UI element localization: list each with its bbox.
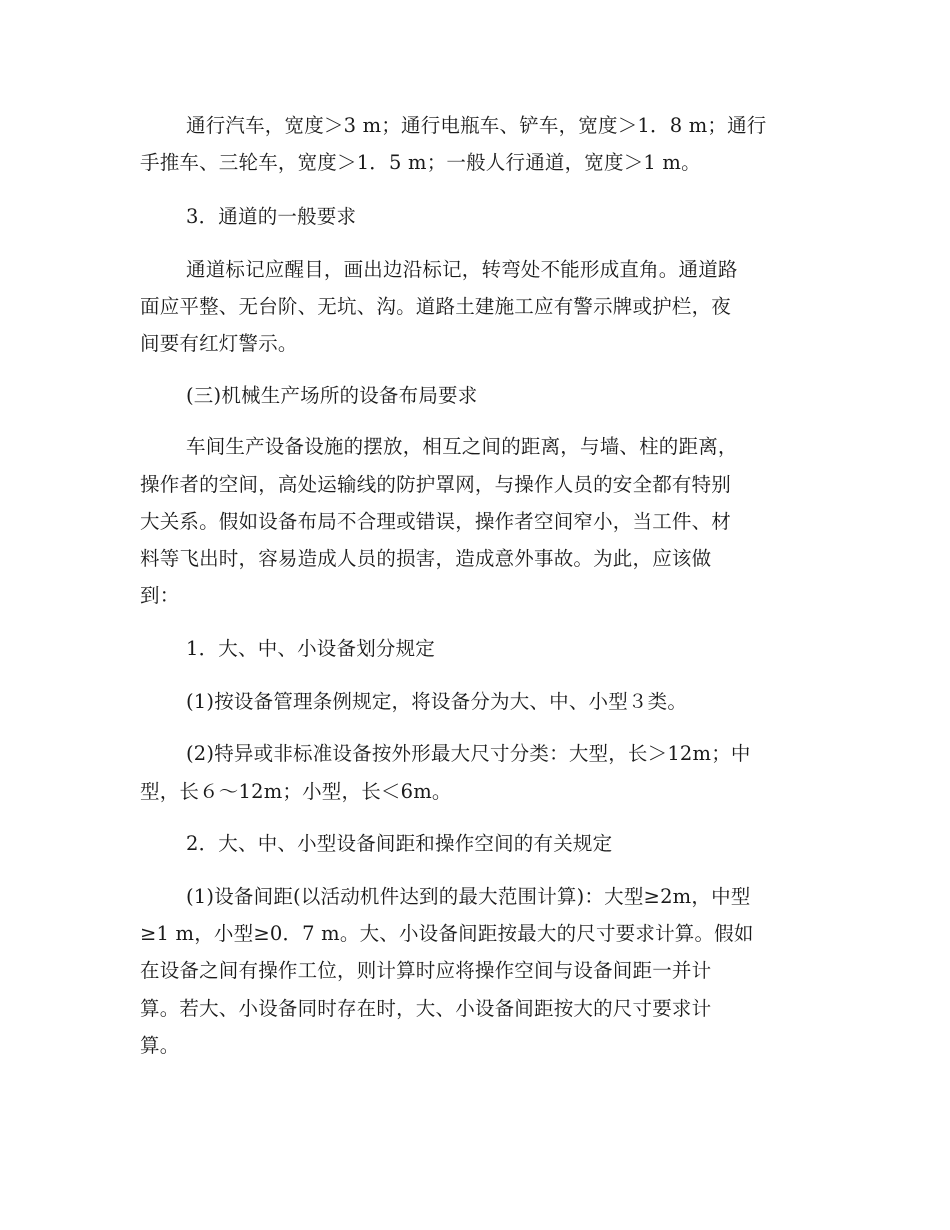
paragraph-vehicle-widths-line-1: 通行汽车，宽度＞3 m；通行电瓶车、铲车，宽度＞1．8 m；通行	[186, 114, 767, 137]
paragraph-classification-item-2-line-2: 型，长６～12m；小型，长＜6m。	[140, 780, 452, 803]
paragraph-equipment-layout-line-2: 操作者的空间，高处运输线的防护罩网，与操作人员的安全都有特别	[140, 473, 732, 496]
paragraph-passage-marking-line-2: 面应平整、无台阶、无坑、沟。道路土建施工应有警示牌或护栏，夜	[140, 295, 732, 318]
heading-equipment-layout-requirements: (三)机械生产场所的设备布局要求	[186, 384, 478, 407]
heading-spacing-and-operating-space: 2．大、中、小型设备间距和操作空间的有关规定	[186, 832, 613, 855]
paragraph-classification-item-1: (1)按设备管理条例规定，将设备分为大、中、小型３类。	[186, 690, 688, 713]
paragraph-vehicle-widths-line-2: 手推车、三轮车，宽度＞1．5 m；一般人行通道，宽度＞1 m。	[140, 151, 701, 174]
paragraph-equipment-layout-line-3: 大关系。假如设备布局不合理或错误，操作者空间窄小，当工件、材	[140, 510, 732, 533]
paragraph-equipment-layout-line-4: 料等飞出时，容易造成人员的损害，造成意外事故。为此，应该做	[140, 547, 712, 570]
paragraph-passage-marking-line-1: 通道标记应醒目，画出边沿标记，转弯处不能形成直角。通道路	[186, 258, 738, 281]
paragraph-spacing-item-1-line-3: 在设备之间有操作工位，则计算时应将操作空间与设备间距一并计	[140, 959, 712, 982]
paragraph-equipment-layout-line-1: 车间生产设备设施的摆放，相互之间的距离，与墙、柱的距离，	[186, 435, 738, 458]
paragraph-classification-item-2-line-1: (2)特异或非标准设备按外形最大尺寸分类：大型，长＞12m；中	[186, 742, 751, 765]
paragraph-equipment-layout-line-5: 到：	[140, 584, 180, 607]
paragraph-spacing-item-1-line-5: 算。	[140, 1034, 180, 1057]
paragraph-spacing-item-1-line-4: 算。若大、小设备同时存在时，大、小设备间距按大的尺寸要求计	[140, 997, 712, 1020]
heading-passage-general-requirements: 3．通道的一般要求	[186, 205, 357, 228]
heading-equipment-size-classification: 1．大、中、小设备划分规定	[186, 637, 436, 660]
paragraph-passage-marking-line-3: 间要有红灯警示。	[140, 332, 298, 355]
paragraph-spacing-item-1-line-1: (1)设备间距(以活动机件达到的最大范围计算)：大型≥2m，中型	[186, 885, 751, 908]
paragraph-spacing-item-1-line-2: ≥1 m，小型≥0．7 m。大、小设备间距按最大的尺寸要求计算。假如	[140, 922, 754, 945]
